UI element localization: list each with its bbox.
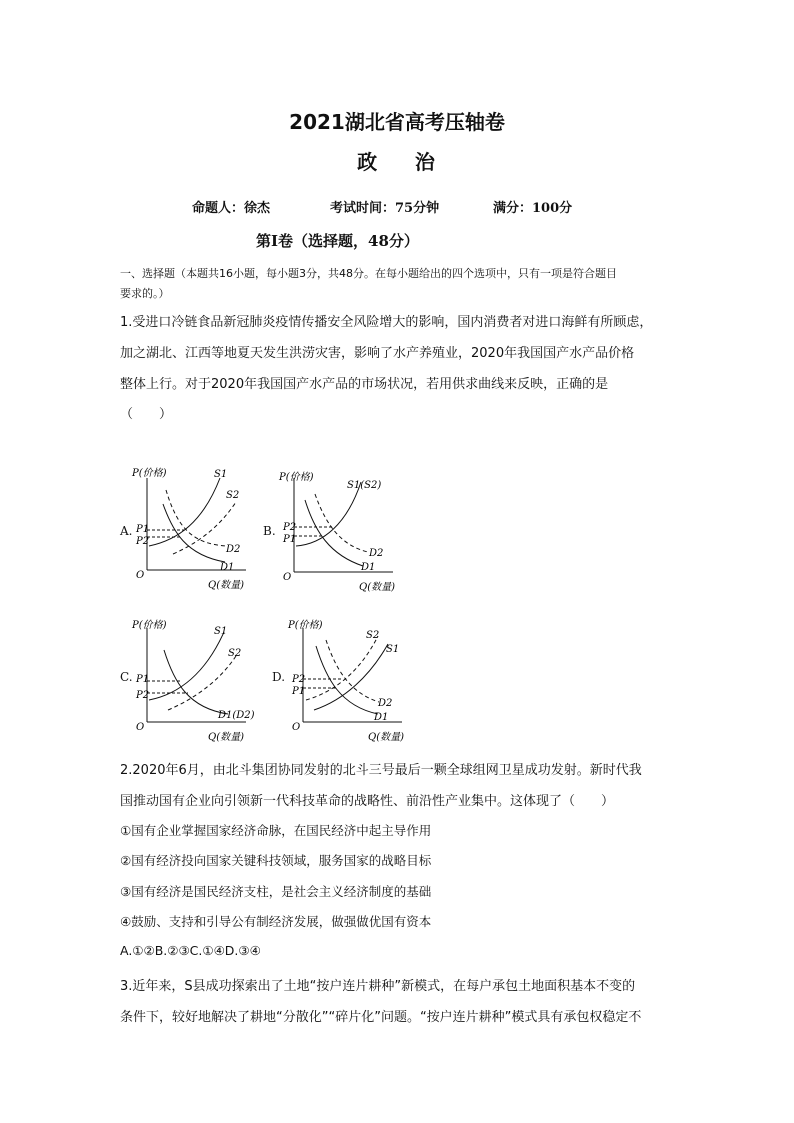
graph-d-p-lower: P1 <box>292 686 306 697</box>
graph-a-s2-label: S2 <box>226 490 240 501</box>
graph-d-ylabel: P(价格) <box>288 620 323 631</box>
exam-author: 命题人：徐杰 <box>192 201 271 216</box>
graph-b-d2-label: D2 <box>369 548 384 559</box>
graph-b-p-lower: P1 <box>283 534 297 545</box>
graph-a-xlabel: Q(数量) <box>208 580 245 591</box>
graph-d-p-upper: P2 <box>292 674 306 685</box>
q2-line2: 国推动国有企业向引领新一代科技革命的战略性、前沿性产业集中。这体现了（ ） <box>120 794 615 809</box>
q3-line2: 条件下，较好地解决了耕地“分散化”“碎片化”问题。“按户连片耕种”模式具有承包权稳定不 <box>120 1010 642 1025</box>
exam-title: 2021湖北省高考压轴卷 <box>289 110 505 134</box>
graph-b-origin: O <box>283 572 292 583</box>
section-title: 第Ⅰ卷（选择题，48分） <box>256 232 419 250</box>
graph-b-letter: B. <box>263 524 276 538</box>
graph-c-ylabel: P(价格) <box>132 620 167 631</box>
graph-c-d-label: D1(D2) <box>218 710 255 721</box>
graph-c-supply-s1 <box>149 632 224 700</box>
q2-option-3: ③国有经济是国民经济支柱，是社会主义经济制度的基础 <box>120 884 432 899</box>
graph-d-supply-s1 <box>314 644 388 710</box>
graph-a-p-upper: P1 <box>136 524 150 535</box>
graph-b-p-upper: P2 <box>283 522 297 533</box>
graph-c-s1-label: S1 <box>214 626 228 637</box>
graph-a-letter: A. <box>120 524 133 538</box>
q1-answer-paren: （ ） <box>120 407 173 422</box>
graph-c-xlabel: Q(数量) <box>208 732 245 743</box>
q2-option-1: ①国有企业掌握国家经济命脉，在国民经济中起主导作用 <box>120 823 432 838</box>
graph-c-p-upper: P1 <box>136 674 150 685</box>
graph-d-d2-label: D2 <box>378 698 393 709</box>
graph-c-demand-d1 <box>164 650 228 714</box>
graph-d-s1-label: S1 <box>386 644 400 655</box>
graph-b-xlabel: Q(数量) <box>359 582 396 593</box>
exam-score: 满分：100分 <box>493 201 573 216</box>
graph-b-demand-d1 <box>305 500 363 566</box>
q1-line1: 1.受进口冷链食品新冠肺炎疫情传播安全风险增大的影响，国内消费者对进口海鲜有所顾虑， <box>120 315 653 330</box>
graph-a-demand-d1 <box>163 504 225 562</box>
subject-title: 政 治 <box>357 150 437 174</box>
graph-d-origin: O <box>292 722 301 733</box>
q2-answer-choices: A.①②B.②③C.①④D.③④ <box>120 943 261 958</box>
graph-d-s2-label: S2 <box>366 630 380 641</box>
graph-d-d1-label: D1 <box>374 712 389 723</box>
q1-line3: 整体上行。对于2020年我国国产水产品的市场状况，若用供求曲线来反映，正确的是 <box>120 377 609 392</box>
graph-d <box>284 610 424 745</box>
graph-c <box>128 610 268 745</box>
graph-a-d1-label: D1 <box>220 562 235 573</box>
graph-a-s1-label: S1 <box>214 469 228 480</box>
graph-a-d2-label: D2 <box>226 544 241 555</box>
graph-a-p-lower: P2 <box>136 536 150 547</box>
graph-c-letter: C. <box>120 670 133 684</box>
graph-c-p-lower: P2 <box>136 690 150 701</box>
q1-line2: 加之湖北、江西等地夏天发生洪涝灾害，影响了水产养殖业，2020年我国国产水产品价格 <box>120 346 635 361</box>
graph-b <box>275 460 415 595</box>
graph-d-letter: D. <box>272 670 286 684</box>
exam-time: 考试时间：75分钟 <box>330 201 440 216</box>
q2-option-2: ②国有经济投向国家关键科技领域，服务国家的战略目标 <box>120 853 432 868</box>
q3-line1: 3.近年来，S县成功探索出了土地“按户连片耕种”新模式，在每户承包土地面积基本不变的 <box>120 979 636 994</box>
graph-c-origin: O <box>136 722 145 733</box>
graph-b-demand-d2 <box>315 494 368 552</box>
section-instruction-line2: 要求的。） <box>120 287 170 300</box>
graph-a <box>128 460 268 595</box>
graph-a-ylabel: P(价格) <box>132 468 167 479</box>
q2-line1: 2.2020年6月，由北斗集团协同发射的北斗三号最后一颗全球组网卫星成功发射。新时代我 <box>120 763 642 778</box>
graph-d-xlabel: Q(数量) <box>368 732 405 743</box>
graph-b-s-label: S1(S2) <box>347 480 382 491</box>
graph-d-supply-s2 <box>306 636 378 700</box>
graph-b-ylabel: P(价格) <box>279 472 314 483</box>
graph-a-origin: O <box>136 570 145 581</box>
graph-a-supply-s1 <box>149 478 220 546</box>
q2-option-4: ④鼓励、支持和引导公有制经济发展，做强做优国有资本 <box>120 914 432 929</box>
graph-c-s2-label: S2 <box>228 648 242 659</box>
graph-b-d1-label: D1 <box>361 562 376 573</box>
section-instruction-line1: 一、选择题（本题共16小题，每小题3分，共48分。在每小题给出的四个选项中，只有一项是符合题目 <box>120 267 617 280</box>
